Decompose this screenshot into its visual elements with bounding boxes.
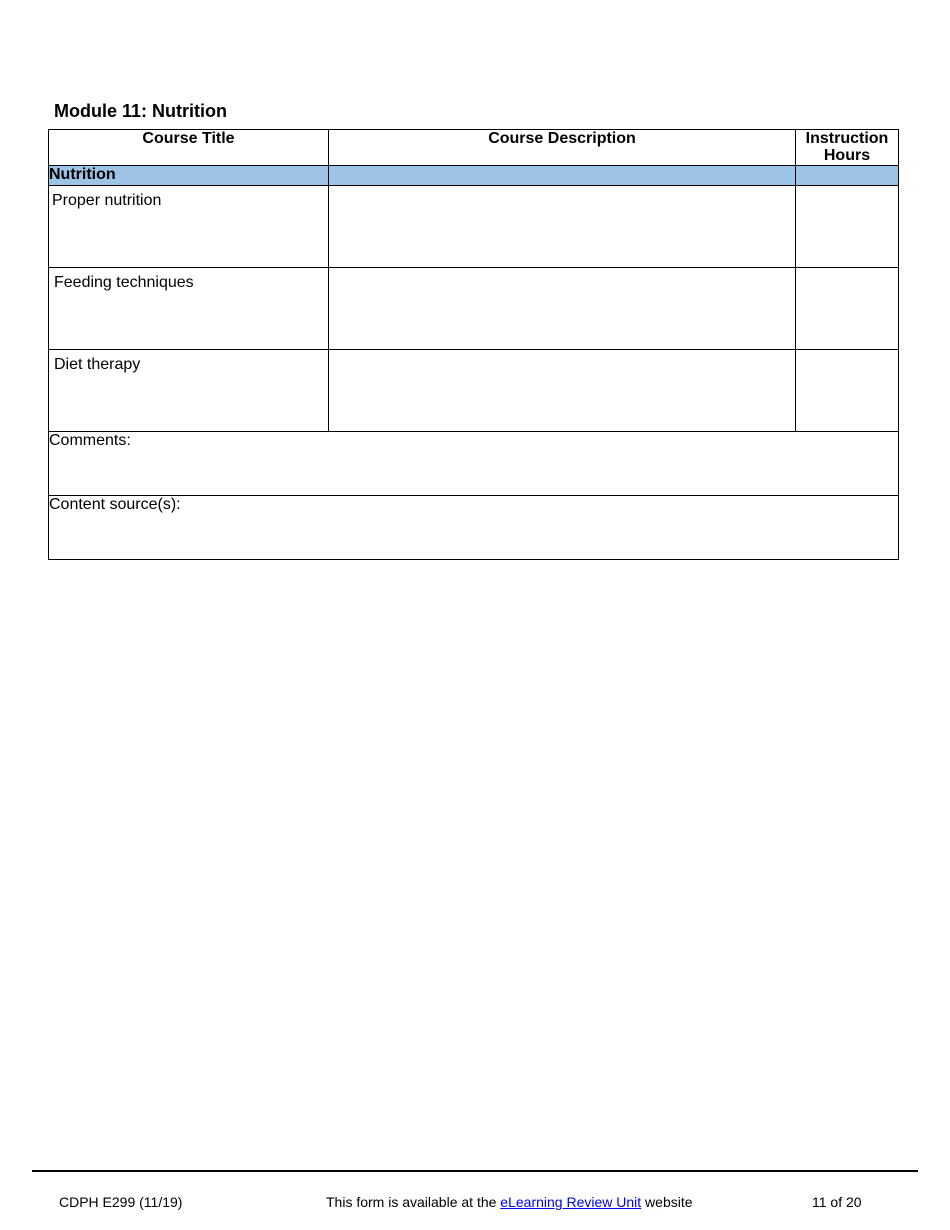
header-course-description: Course Description — [329, 130, 796, 166]
header-instruction-hours-line2: Hours — [823, 147, 871, 164]
course-description-cell[interactable] — [329, 186, 796, 268]
content-sources-label[interactable]: Content source(s): — [49, 496, 899, 560]
table-header-row — [49, 130, 899, 166]
section-row — [49, 166, 899, 186]
table-row — [49, 268, 899, 350]
header-instruction-hours — [796, 130, 899, 166]
table-row — [49, 350, 899, 432]
footer-divider — [32, 1170, 918, 1172]
section-band-hours — [796, 166, 899, 186]
header-course-title: Course Title — [49, 130, 329, 166]
table-row — [49, 186, 899, 268]
footer-availability — [326, 1193, 693, 1211]
footer-availability-suffix: website — [641, 1194, 693, 1210]
section-label: Nutrition — [49, 166, 329, 186]
module-title: Module 11: Nutrition — [54, 101, 227, 121]
comments-label[interactable]: Comments: — [49, 432, 899, 496]
footer-availability-prefix: This form is available at the — [326, 1194, 501, 1210]
content-sources-row[interactable] — [49, 496, 899, 560]
footer-form-id: CDPH E299 (11/19) — [59, 1194, 183, 1210]
course-title-cell: Diet therapy — [49, 350, 329, 432]
comments-row[interactable] — [49, 432, 899, 496]
header-instruction-hours-line1: Instruction — [805, 130, 889, 147]
instruction-hours-cell[interactable] — [796, 350, 899, 432]
course-description-cell[interactable] — [329, 268, 796, 350]
instruction-hours-cell[interactable] — [796, 268, 899, 350]
section-band-description — [329, 166, 796, 186]
course-description-cell[interactable] — [329, 350, 796, 432]
elearning-review-unit-link[interactable]: eLearning Review Unit — [500, 1194, 642, 1210]
course-title-cell: Proper nutrition — [49, 186, 329, 268]
instruction-hours-cell[interactable] — [796, 186, 899, 268]
course-title-cell: Feeding techniques — [49, 268, 329, 350]
course-table — [48, 129, 899, 560]
footer-page-number: 11 of 20 — [812, 1194, 862, 1210]
